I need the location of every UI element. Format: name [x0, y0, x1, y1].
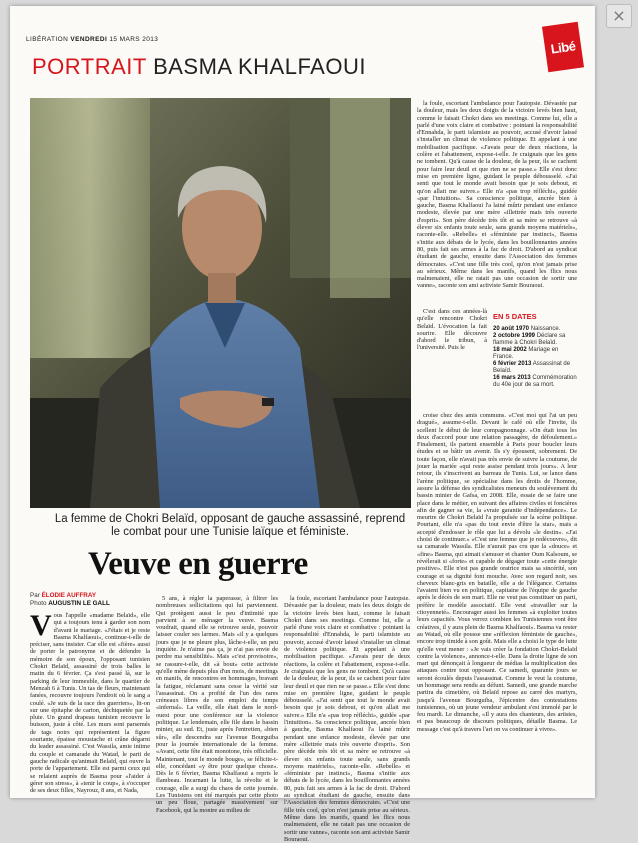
date-entry: 18 mai 2002 Mariage en France.: [493, 347, 559, 360]
byline-author: ÉLODIE AUFFRAY: [41, 592, 97, 599]
masthead-day: VENDREDI: [70, 36, 108, 43]
standfirst: La femme de Chokri Belaïd, opposant de gauche assassiné, reprend le combat pour une Tunisie laïque et féministe.: [54, 513, 406, 538]
portrait-photo: [30, 98, 411, 508]
date-entry: 6 février 2013 Assassinat de Belaïd.: [493, 361, 571, 374]
article-text: C'est dans ces années-là qu'elle rencontre Chokri Belaïd. L'évocation la fait sourire. Elle découvre d'abord le tribun, à l'université. Puis le: [417, 308, 487, 352]
date-entry: 2 octobre 1999 Déclare sa flamme à Chokri Belaïd.: [493, 333, 566, 346]
rubric-name: BASMA KHALFAOUI: [153, 54, 366, 79]
article-text: la foule, escortant l'ambulance pour l'autopsie. Dévastée par la douleur, mais les deux doigts de la victoire levés bien haut, comme le faisait Chokri dans ses meetings. Comme lui, elle a parlé d'une voix claire et combative : pointant la responsabilité d'Ennahda, le parti islamiste au pouvoir, accusé d'avoir laissé s'installer un climat de violence politique. Et appelant à une mobilisation pacifique. «J'avais peur de deux réactions, la colère et l'abattement, expose-t-elle. Je craignais que les gens ne tombent. Qu'à cause de la douleur, de la peur, ils se cachent pour faire leur deuil et que rien ne se passe.» Elle s'est donc mise en première ligne, guidant le peuple débousselé. «J'ai senti que tout le monde avait besoin que je sois debout, et qu'on allait me suivre.» Elle n'a «pas trop réfléchi», guidée «par l'intuition». Sa conscience politique, ancrée bien à gauche, Basma Khalfaoui l'a lainé mûrir pendant une enfance modeste, élevée par une mère «illettrée mais très ouverte d'esprit». Son père décède très tôt et sa mère se retrouve «à élever six enfants toute seule, sans grands moyens matériels», raconte-elle. «Rebelle» et «féministe par instinct», Basma s'initie aux débats de le lycée, dans les bouillonnantes années 80, puis fait ses armes à la fac de droit. D'abord au syndicat étudiant de gauche, ensuite dans l'Association des femmes démocrates. «C'est une fille très cool, qu'on n'est jamais prise au sérieux. Même dans les manifs, quand les flics nous malmenaient, elle ne ratait pas une occasion de sortir une vanne», raconte son ami activiste Samir Bouraoui.: [284, 595, 410, 843]
close-viewer-button[interactable]: ×: [606, 4, 632, 28]
article-column-1: [30, 609, 150, 795]
dates-heading: EN 5 DATES: [493, 312, 537, 321]
byline-photographer: AUGUSTIN LE GALL: [48, 600, 110, 607]
masthead: [26, 36, 158, 43]
article-text: 5 ans, à régler la paperasse, à filtrer les nombreuses sollicitations qui lui parviennent. Qui protègent aussi le peu d'intimité que parvient à se ménager la veuve. Basma voudrait, quand elle se retrouve seule, pouvoir laisser couler ses larmes. Mais «il y a quelques jours que je ne pleure plus, lâche-t-elle, un peu inquiète. Je n'aime pas ça, je n'ai pas envie de perdre ma sensibilité». Mais «c'est provisoire», se rassure-t-elle, dit «à bout» cette activiste qu'elle mène depuis plus d'un mois, de meetings en manifs, de rencontres en hommages, bravant la fatigue, réclamant sans cesse la vérité sur l'assassinat. On a profité de l'un des rares créneaux libres de son emploi du temps «infernal». La veille, elle était dans le nord-ouest pour une conférence sur la violence politique. Le lendemain, elle file dans le bassin minier, au sud. Et, juste après l'entretien, «bien sûr», elle descendra sur l'avenue Bourguiba pour la journée internationale de la femme. «Avant, cette fête était monotone, très officielle. Maintenant, tout le monde bouge», se félicite-t-elle, concédant «y être pour quelque chose». Dès le 6 février, Basma Khalfaoui a repris le flambeau. Incarnant la lutte, la révolte et le courage, elle a surgi du chaos de cette journée. Les Tunisiens ont été marqués par cette photo un peu floue, partagée massivement sur Facebook, qui la montre au milieu de: [156, 595, 278, 814]
article-text: ous l'appelle «madame Belaïd», elle qui a toujours tenu à garder son nom d'avant le mariage. «J'étais et je reste Basma Khalfaoui», continue-t-elle de préciser, sans insister. Car elle est «fière» aussi de porter le patronyme et de défendre la mémoire de son époux, l'opposant tunisien Chokri Belaïd, assassiné de trois balles le matin du 6 février. Ça s'est passé là, sur le parking de leur immeuble, dans le quartier de Menzah 6 à Tunis. Un tas de fleurs, maintenant fanées, recouvre toujours l'endroit où le sang a coulé. «Je suis de la race des guerriers», lit-on sur une épitaphe de carton, déchiquetée par la pluie. Un grand drapeau tunisien recouvre le buisson, juste à côté. Les murs sont parsemés de tags noirs qui représentent la figure souriante, épaisse moustache et crâne dégarni du leader assassiné. C'est Wassila, amie intime du couple et camarade du Watad, le parti de gauche radicale qu'animait Belaïd, qui ouvre la porte de l'appartement. Elle est parmi ceux qui se relaient auprès de Basma pour «l'aider à gérer son stress», à «tenir le coup», à s'occuper de ses deux filles, Nayrouz, 8 ans, et Nada,: [30, 612, 150, 795]
masthead-paper: LIBÉRATION: [26, 36, 69, 43]
article-column-right-bottom: [417, 412, 577, 787]
dates-box: [493, 326, 579, 389]
article-text: croise chez des amis communs. «C'est moi qui l'ai un peu dragué», assume-t-elle. Devant le café où elle l'invite, ils scellent le début de leur compagnonnage. «On était tous les deux d'accord pour une relation passagère, de défoulement.» Finalement, ils partent ensemble à Paris pour boucler leurs études et se bâtir un avenir. Ils s'y épousent, sobrement. De toute façon, elle n'avait pas très envie de suivre la coutume, de jouer la mariée «qui reste assise pendant trois jours». A leur retour, ils s'inscrivent au barreau de Tunis. Lui, se lance dans l'arène politique, se spécialise dans les droits de l'homme, assure la défense des syndicalistes meneurs du soulèvement du bassin minier de Gafsa, en 2008. Elle, essaie de se faire une place dans le métier, en suivant des affaires civiles et foncières afin de gagner sa vie, la «vraie garantie d'indépendance». Le meurtre de Chokri Belaïd l'a propulsée sur la scène politique. Pourtant, elle n'a «pas du tout envie d'être la star», mais a accepté d'endosser le rôle que lui a dévolu «le destin». «J'ai choisi de continuer.» «C'est une femme que je redécouvre», dit sa camarade Wassila. Elle n'aurait pas cru que la «douce» et «fine» Basma, qui aimait s'amuser et chanter Oum Kalsoum, se révélerait si «forte» et capable de dégager toute «cette énergie positive». Elle n'est pas grande oratrice mais sa sincérité, son courage et sa dignité font mouche. Avec son regard noir, ses cheveux blanc-gris en bataille, elle a de l'élégance. Certains l'avaient bien vu en politique, capitaine de l'équipe de gauche après le décès de son mari. Elle ne veut pas constituer un parti, préfère le modèle associatif. Elle veut «travailler sur la citoyenneté». Encourager aussi les femmes «à exploiter toutes leurs capacités. Vous verrez combien les Tunisiennes vont être créatives, il y aura plein de Basma Khalfaoui». Basma va rester au Watad, où elle pousse une «réflexion féministe de gauche», encore trop timide à son goût. Mais elle a choisi le type de lutte qu'elle veut mener : «Je vais créer la fondation Chokri-Belaïd contre la violence», annonce-t-elle. Dans la droite ligne de son mari qui dénonçait à longueur de médias la multiplication des attaques contre tout opposant. Ce samedi, quarante jours se seront écoulés depuis l'assassinat. Comme le veut la coutume, un hommage sera rendu au défunt. Samedi, une grande marche partira du cimetière, où Belaïd repose au carré des martyrs, jusqu'à l'avenue Bourguiba, l'épicentre des contestations tunisiennes, où un jeune vendeur ambulant s'est immolé par le feu mardi. Le dimanche, «Il y aura des chanteurs, des artistes, et pas beaucoup de discours politiques, détaille Basma. Le message c'est qu'à travers l'art on va continuer à vivre».: [417, 412, 577, 733]
date-entry: 16 mars 2013 Commémoration du 40e jour de sa mort.: [493, 375, 577, 388]
date-entry: 20 août 1970 Naissance.: [493, 326, 561, 332]
article-column-right-mid: [417, 308, 487, 412]
article-column-3: [284, 595, 410, 843]
article-column-right-top: [417, 100, 577, 308]
article-text: la foule, escortant l'ambulance pour l'autopsie. Dévastée par la douleur, mais les deux doigts de la victoire levés bien haut, comme le faisait Chokri dans ses meetings. Comme lui, elle a parlé d'une voix claire et combative : pointant la responsabilité d'Ennahda, le parti islamiste au pouvoir, accusé d'avoir laissé s'installer un climat de violence politique. Et appelant à une mobilisation pacifique. «J'avais peur de deux réactions, la colère et l'abattement, expose-t-elle. Je craignais que les gens ne tombent. Qu'à cause de la douleur, de la peur, ils se cachent pour faire leur deuil et que rien ne se passe.» Elle s'est donc mise en première ligne, guidant le peuple débousselé. «J'ai senti que tout le monde avait besoin que je sois debout, et qu'on allait me suivre.» Elle n'a «pas trop réfléchi», guidée «par l'intuition». Sa conscience politique, ancrée bien à gauche, Basma Khalfaoui l'a lainé mûrir pendant une enfance modeste, élevée par une mère «illettrée mais très ouverte d'esprit». Son père décède très tôt et sa mère se retrouve «à élever six enfants toute seule, sans grands moyens matériels», raconte-elle. «Rebelle» et «féministe par instinct», Basma s'initie aux débats de le lycée, dans les bouillonnantes années 80, puis fait ses armes à la fac de droit. D'abord au syndicat étudiant de gauche, ensuite dans l'Association des femmes démocrates. «C'est une fille très cool, qu'on n'est jamais prise au sérieux. Même dans les manifs, quand les flics nous malmenaient, elle ne ratait pas une occasion de sortir une vanne», raconte son ami activiste Samir Bouraoui.: [417, 100, 577, 290]
byline: Par ÉLODIE AUFFRAY Photo AUGUSTIN LE GALL: [30, 592, 110, 607]
newspaper-page: [10, 6, 595, 843]
liberation-logo: Libé: [542, 22, 584, 73]
drop-cap: V: [30, 609, 52, 642]
rubric-section: PORTRAIT: [32, 54, 147, 79]
headline: Veuve en guerre: [88, 546, 308, 582]
page-title: [32, 54, 366, 80]
masthead-date: 15 MARS 2013: [109, 36, 159, 43]
article-column-2: [156, 595, 278, 814]
